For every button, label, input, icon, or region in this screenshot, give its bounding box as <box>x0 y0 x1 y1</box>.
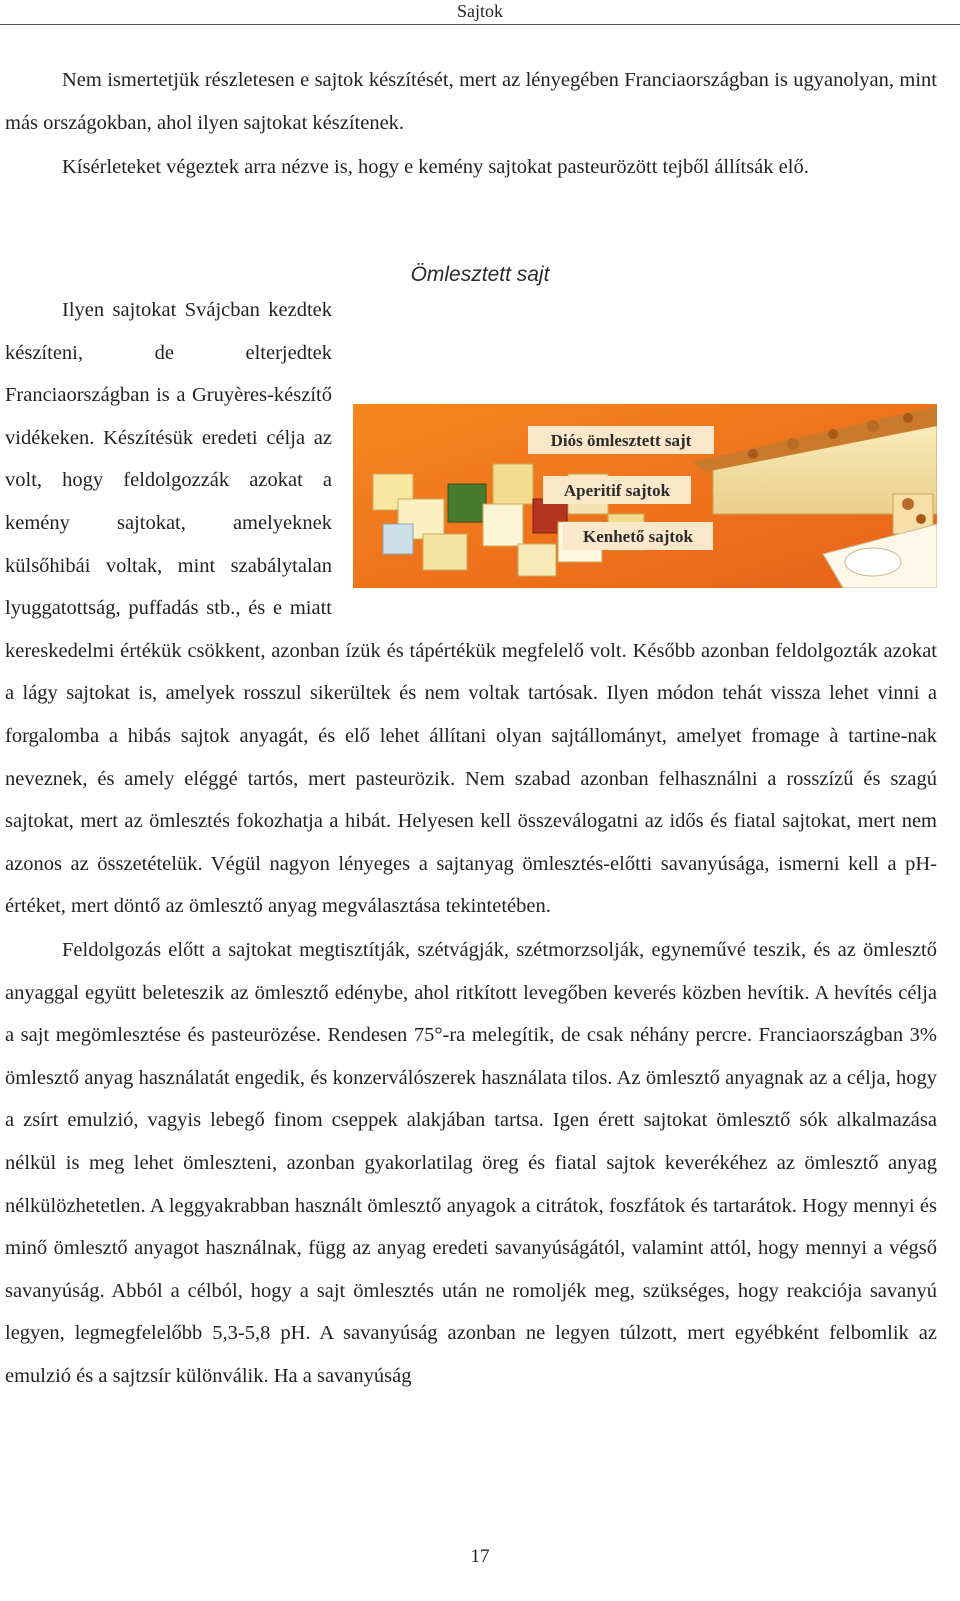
paragraph-experiments: Kísérleteket végeztek arra nézve is, hogy e kemény sajtokat pasteurözött tejből állítsák elő. <box>62 156 809 178</box>
page-number: 17 <box>470 1546 490 1567</box>
paragraph-processed-cheese-text: Ilyen sajtokat Svájcban kezdtek készíteni, de elterjedtek Franciaországban is a Gruyères-készítő vidékeken. Készítésük eredeti célja az volt, hogy feldolgozzák azokat a kemény sajtokat, amelyeknek külsőhibái voltak, mint szabálytalan lyuggatottság, puffadás stb., és e miatt kereskedelmi értékük csökkent, azonban ízük és tápértékük megfelelő volt. Később azonban feldolgozták azokat a lágy sajtokat is, amelyek rosszul sikerültek és nem voltak tartósak. Ilyen módon tehát vissza lehet vinni a forgalomba a hibás sajtok anyagát, és elő lehet állítani olyan sajtállományt, amelyet fromage à tartine-nak neveznek, és amely eléggé tartós, mert pasteurözik. Nem szabad azonban felhasználni a rosszízű és szagú sajtokat, mert az ömlesztés fokozhatja a hibát. Helyesen kell összeválogatni az idős és fiatal sajtokat, mert nem azonos az összetételük. Végül nagyon lényeges a sajtanyag ömlesztés-előtti savanyúsága, ismerni kell a pH-értéket, mert döntő az ömlesztő anyag megválasztása tekintetében. <box>5 299 937 918</box>
figure-wrap-spacer <box>332 399 937 609</box>
paragraph-processed-cheese <box>5 289 937 928</box>
header-rule <box>0 24 960 25</box>
label-dios: Diós ömlesztett sajt <box>550 431 692 450</box>
paragraph-processing: Feldolgozás előtt a sajtokat megtisztítják, szétvágják, szétmorzsolják, egyneművé teszik, és az ömlesztő anyaggal együtt beleteszik az ömlesztő edénybe, ahol ritkított levegőben keverés közben hevítik. A hevítés célja a sajt megömlesztése és pasteurözése. Rendesen 75°-ra melegítik, de csak néhány percre. Franciaországban 3% ömlesztő anyag használatát engedik, és konzerválószerek használata tilos. Az ömlesztő anyagnak az a célja, hogy a zsírt emulzió, vagyis lebegő finom cseppek alakjában tartsa. Igen érett sajtokat ömlesztő sók alkalmazása nélkül is meg lehet ömleszteni, azonban gyakorlatilag öreg és fiatal sajtok keverékéhez az ömlesztő anyag nélkülözhetetlen. A leggyakrabban használt ömlesztő anyagok a citrátok, foszfátok és tartarátok. Hogy mennyi és minő ömlesztő anyagot használnak, függ az anyag eredeti savanyúságától, valamint attól, hogy mennyi a végső savanyúság. Abból a célból, hogy a sajt ömlesztés után ne romoljék meg, szükséges, hogy reakciója savanyú legyen, legmegfelelőbb 5,3-5,8 pH. A savanyúság azonban ne legyen túlzott, mert egyébként felbomlik az emulzió és a sajtzsír különválik. Ha a savanyúság <box>5 939 937 1387</box>
label-aperitif: Aperitif sajtok <box>563 481 671 500</box>
paragraph-intro: Nem ismertetjük részletesen e sajtok készítését, mert az lényegében Franciaországban is ugyanolyan, mint más országokban, ahol ilyen sajtokat készítenek. <box>5 69 937 134</box>
running-header: Sajtok <box>456 1 503 21</box>
section-heading: Ömlesztett sajt <box>410 263 550 286</box>
label-kenheto: Kenhető sajtok <box>582 527 694 546</box>
